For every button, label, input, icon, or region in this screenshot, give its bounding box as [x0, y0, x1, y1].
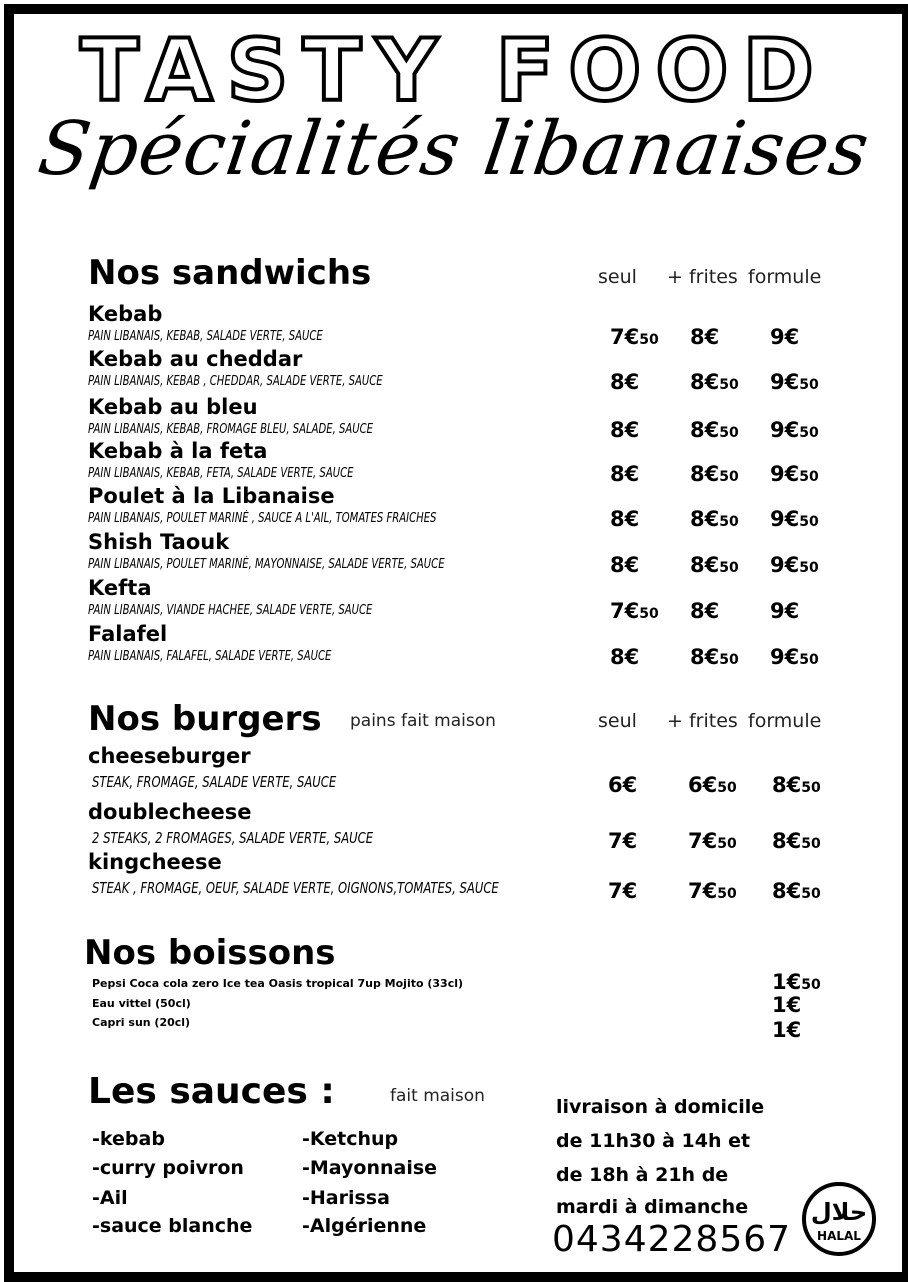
burger-price-formule-cents: 50 [801, 886, 821, 902]
burger-desc: STEAK , FROMAGE, OEUF, SALADE VERTE, OIGNONS,TOMATES, SAUCE [92, 879, 499, 897]
sandwich-desc: PAIN LIBANAIS, POULET MARINÉ, MAYONNAISE, SALADE VERTE, SAUCE [88, 557, 445, 572]
burger-price-frites [688, 881, 737, 902]
sandwich-price-seul-euros: 8€ [610, 553, 640, 577]
sandwich-price-formule [770, 647, 819, 668]
sandwich-price-seul-cents: 50 [639, 332, 659, 348]
burgers-note: pains fait maison [350, 711, 496, 731]
sandwich-price-seul [610, 327, 659, 348]
sandwich-price-formule-euros: 9€ [770, 370, 800, 394]
burger-price-seul-euros: 7€ [608, 879, 638, 903]
burger-price-frites [688, 775, 737, 796]
sandwich-desc: PAIN LIBANAIS, VIANDE HACHEE, SALADE VERTE, SAUCE [88, 603, 373, 618]
burger-price-seul [608, 831, 637, 852]
drink-label: Eau vittel (50cl) [92, 997, 191, 1010]
sandwich-name: Kebab au cheddar [88, 347, 303, 371]
delivery-line-4: mardi à dimanche [556, 1196, 749, 1218]
drink-price-cents: 50 [801, 977, 821, 993]
sandwiches-heading: Nos sandwichs [88, 253, 372, 293]
sandwich-price-frites-euros: 8€ [690, 645, 720, 669]
drink-price-euros: 1€ [772, 1018, 802, 1042]
burger-price-formule [772, 831, 821, 852]
sandwich-price-seul-euros: 8€ [610, 418, 640, 442]
sandwich-price-seul [610, 555, 639, 576]
sandwich-price-formule-cents: 50 [799, 560, 819, 576]
sandwich-name: Kebab à la feta [88, 439, 268, 463]
sandwich-price-frites-euros: 8€ [690, 418, 720, 442]
burger-price-formule [772, 775, 821, 796]
drink-label: Pepsi Coca cola zero Ice tea Oasis tropical 7up Mojito (33cl) [92, 977, 464, 990]
sandwich-price-frites [690, 601, 719, 622]
sandwich-price-formule-cents: 50 [799, 377, 819, 393]
sauces-heading: Les sauces : [88, 1071, 335, 1112]
sandwich-price-formule [770, 372, 819, 393]
burger-price-seul-euros: 7€ [608, 829, 638, 853]
sandwich-price-seul-cents: 50 [639, 606, 659, 622]
sandwich-price-formule [770, 555, 819, 576]
sandwich-price-frites-cents: 50 [719, 514, 739, 530]
delivery-line-2: de 11h30 à 14h et [556, 1130, 751, 1152]
sauce-item: -Harissa [302, 1187, 390, 1209]
sandwich-name: Kefta [88, 576, 152, 600]
sandwich-price-frites-euros: 8€ [690, 599, 720, 623]
sandwich-price-frites-euros: 8€ [690, 553, 720, 577]
burger-price-formule [772, 881, 821, 902]
sandwich-price-seul-euros: 8€ [610, 645, 640, 669]
sandwiches-col-frites: + frites [667, 266, 738, 288]
drink-price [772, 972, 821, 993]
sandwich-price-frites-euros: 8€ [690, 507, 720, 531]
burgers-col-frites: + frites [667, 710, 738, 732]
sandwich-price-seul [610, 647, 639, 668]
sandwich-price-formule-euros: 9€ [770, 418, 800, 442]
sandwich-price-frites [690, 555, 739, 576]
burger-desc: STEAK, FROMAGE, SALADE VERTE, SAUCE [92, 773, 337, 791]
burger-price-frites-euros: 6€ [688, 773, 718, 797]
burger-price-formule-euros: 8€ [772, 879, 802, 903]
sauce-item: -sauce blanche [92, 1215, 253, 1237]
phone-number[interactable]: 0434228567 [552, 1219, 792, 1260]
sandwich-name: Kebab au bleu [88, 395, 258, 419]
sandwich-price-formule-euros: 9€ [770, 553, 800, 577]
sandwich-price-frites [690, 327, 719, 348]
sandwich-price-seul-euros: 7€ [610, 325, 640, 349]
sandwich-price-frites-cents: 50 [719, 560, 739, 576]
drinks-heading: Nos boissons [84, 933, 336, 973]
sauce-item: -Ail [92, 1187, 128, 1209]
burger-desc: 2 STEAKS, 2 FROMAGES, SALADE VERTE, SAUCE [92, 829, 374, 847]
sauce-item: -kebab [92, 1128, 165, 1150]
sauces-note: fait maison [390, 1086, 485, 1106]
burger-name: kingcheese [88, 850, 222, 874]
burger-price-seul [608, 775, 637, 796]
sandwich-price-formule-cents: 50 [799, 652, 819, 668]
sandwich-price-frites-cents: 50 [719, 469, 739, 485]
burger-price-frites-cents: 50 [717, 886, 737, 902]
burger-price-frites-euros: 7€ [688, 829, 718, 853]
sandwich-price-seul-euros: 8€ [610, 507, 640, 531]
sandwich-price-seul [610, 372, 639, 393]
sandwich-price-formule [770, 420, 819, 441]
drink-price [772, 1020, 801, 1041]
drink-price [772, 995, 801, 1016]
sandwich-price-seul-euros: 8€ [610, 370, 640, 394]
sandwich-desc: PAIN LIBANAIS, POULET MARINÉ , SAUCE A L'AIL, TOMATES FRAICHES [88, 511, 437, 526]
sandwich-price-formule [770, 327, 799, 348]
burger-name: doublecheese [88, 800, 252, 824]
sauce-item: -curry poivron [92, 1157, 244, 1179]
sandwich-price-formule [770, 509, 819, 530]
delivery-line-3: de 18h à 21h de [556, 1164, 729, 1186]
burger-price-formule-cents: 50 [801, 780, 821, 796]
sandwich-price-frites [690, 372, 739, 393]
burgers-col-formule: formule [748, 710, 822, 732]
burgers-col-seul: seul [598, 710, 637, 732]
restaurant-title: TASTY FOOD [80, 21, 828, 121]
sandwich-price-formule-cents: 50 [799, 514, 819, 530]
sandwich-price-seul [610, 509, 639, 530]
halal-arabic: حلال [810, 1198, 868, 1226]
burger-price-seul [608, 881, 637, 902]
sandwich-price-frites-euros: 8€ [690, 325, 720, 349]
sandwich-price-formule-euros: 9€ [770, 645, 800, 669]
drink-price-euros: 1€ [772, 993, 802, 1017]
sandwich-price-frites-euros: 8€ [690, 462, 720, 486]
halal-badge-icon [800, 1180, 878, 1258]
sandwich-name: Shish Taouk [88, 530, 230, 554]
sandwich-price-formule [770, 601, 799, 622]
sandwich-name: Kebab [88, 302, 163, 326]
sandwich-price-formule-euros: 9€ [770, 507, 800, 531]
burger-name: cheeseburger [88, 744, 251, 768]
sandwich-price-frites [690, 647, 739, 668]
sauce-item: -Mayonnaise [302, 1157, 438, 1179]
sandwich-price-frites-euros: 8€ [690, 370, 720, 394]
sandwich-price-frites [690, 464, 739, 485]
sandwich-price-formule [770, 464, 819, 485]
burger-price-seul-euros: 6€ [608, 773, 638, 797]
sandwiches-col-formule: formule [748, 266, 822, 288]
sandwich-price-seul [610, 420, 639, 441]
restaurant-subtitle: Spécialités libanaises [33, 106, 875, 192]
burger-price-frites-cents: 50 [717, 780, 737, 796]
burger-price-frites-euros: 7€ [688, 879, 718, 903]
sauce-item: -Algérienne [302, 1215, 427, 1237]
sandwich-price-formule-euros: 9€ [770, 325, 800, 349]
burger-price-formule-euros: 8€ [772, 773, 802, 797]
delivery-line-1: livraison à domicile [556, 1096, 765, 1118]
burger-price-frites [688, 831, 737, 852]
sandwich-price-seul [610, 464, 639, 485]
sandwich-desc: PAIN LIBANAIS, FALAFEL, SALADE VERTE, SAUCE [88, 649, 332, 664]
sandwich-price-formule-euros: 9€ [770, 599, 800, 623]
drink-label: Capri sun (20cl) [92, 1016, 191, 1029]
burgers-heading: Nos burgers [88, 699, 322, 739]
sandwich-price-seul [610, 601, 659, 622]
sandwich-price-frites-cents: 50 [719, 377, 739, 393]
halal-label: HALAL [817, 1229, 861, 1243]
sandwich-name: Poulet à la Libanaise [88, 484, 335, 508]
sandwich-price-formule-cents: 50 [799, 425, 819, 441]
sauce-item: -Ketchup [302, 1128, 399, 1150]
sandwiches-col-seul: seul [598, 266, 637, 288]
sandwich-price-frites [690, 420, 739, 441]
burger-price-formule-cents: 50 [801, 836, 821, 852]
sandwich-price-frites-cents: 50 [719, 425, 739, 441]
sandwich-price-seul-euros: 8€ [610, 462, 640, 486]
sandwich-price-seul-euros: 7€ [610, 599, 640, 623]
sandwich-desc: PAIN LIBANAIS, KEBAB, FETA, SALADE VERTE, SAUCE [88, 466, 354, 481]
sandwich-price-frites [690, 509, 739, 530]
burger-price-frites-cents: 50 [717, 836, 737, 852]
sandwich-desc: PAIN LIBANAIS, KEBAB, SALADE VERTE, SAUCE [88, 329, 323, 344]
sandwich-desc: PAIN LIBANAIS, KEBAB, FROMAGE BLEU, SALADE, SAUCE [88, 422, 374, 437]
sandwich-price-formule-euros: 9€ [770, 462, 800, 486]
burger-price-formule-euros: 8€ [772, 829, 802, 853]
sandwich-desc: PAIN LIBANAIS, KEBAB , CHEDDAR, SALADE VERTE, SAUCE [88, 374, 383, 389]
sandwich-price-formule-cents: 50 [799, 469, 819, 485]
drink-price-euros: 1€ [772, 970, 802, 994]
sandwich-price-frites-cents: 50 [719, 652, 739, 668]
sandwich-name: Falafel [88, 622, 168, 646]
